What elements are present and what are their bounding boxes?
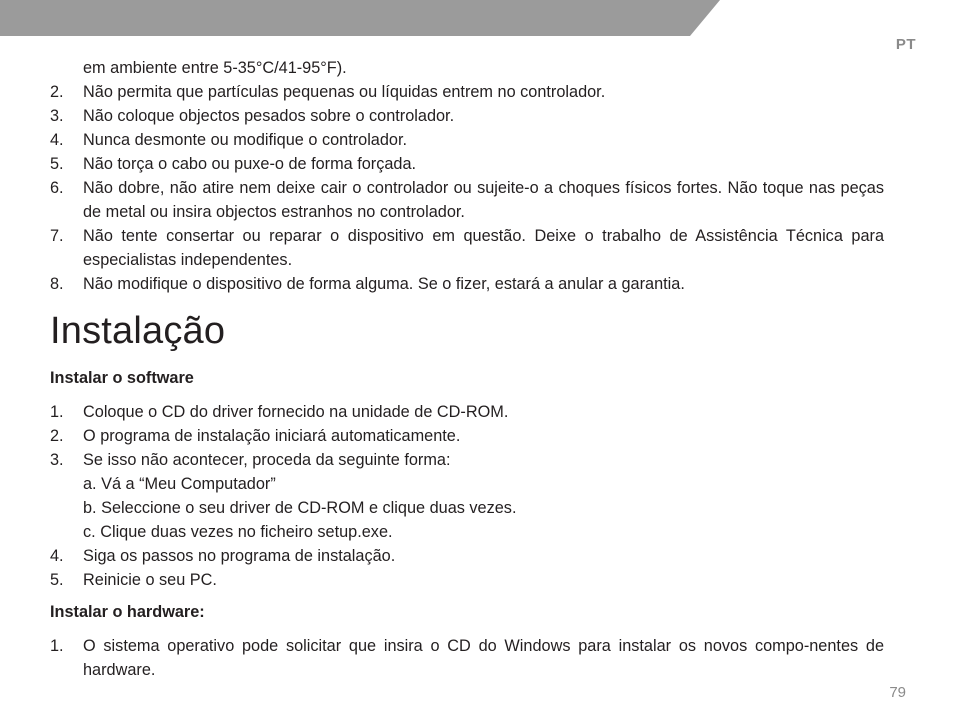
list-text: Coloque o CD do driver fornecido na unidade de CD-ROM. bbox=[83, 403, 509, 421]
list-text: Se isso não acontecer, proceda da seguinte forma: bbox=[83, 451, 451, 469]
language-tag: PT bbox=[895, 36, 916, 53]
list-item bbox=[50, 634, 884, 682]
hardware-heading: Instalar o hardware: bbox=[50, 603, 205, 621]
list-text: Nunca desmonte ou modifique o controlador. bbox=[83, 131, 408, 149]
list-text: Não dobre, não atire nem deixe cair o controlador ou sujeite-o a choques físicos fortes. Não toque nas peças de metal ou insira objectos estranhos no controlador. bbox=[83, 179, 884, 221]
list-number: 3. bbox=[50, 107, 64, 125]
list-item bbox=[50, 448, 884, 472]
list-text: Não modifique o dispositivo de forma alguma. Se o fizer, estará a anular a garantia. bbox=[83, 275, 685, 293]
list-item bbox=[50, 104, 884, 128]
list-item bbox=[50, 544, 884, 568]
list-number: 3. bbox=[50, 451, 64, 469]
list-text: Não coloque objectos pesados sobre o controlador. bbox=[83, 107, 455, 125]
list-item bbox=[50, 80, 884, 104]
list-item bbox=[50, 176, 884, 224]
list-number: 8. bbox=[50, 275, 64, 293]
list-item bbox=[50, 272, 884, 296]
list-text: Não tente consertar ou reparar o dispositivo em questão. Deixe o trabalho de Assistência Técnica para especialistas independentes. bbox=[83, 227, 884, 269]
sub-step: b. Seleccione o seu driver de CD-ROM e clique duas vezes. bbox=[83, 499, 517, 517]
list-number: 2. bbox=[50, 427, 64, 445]
page-number: 79 bbox=[889, 684, 906, 701]
list-number: 4. bbox=[50, 547, 64, 565]
list-item bbox=[50, 128, 884, 152]
list-number: 2. bbox=[50, 83, 64, 101]
section-title: Instalação bbox=[50, 310, 226, 352]
list-text: Não permita que partículas pequenas ou líquidas entrem no controlador. bbox=[83, 83, 606, 101]
list-number: 6. bbox=[50, 179, 64, 197]
list-text: Reinicie o seu PC. bbox=[83, 571, 217, 589]
list-text: O programa de instalação iniciará automaticamente. bbox=[83, 427, 461, 445]
software-heading: Instalar o software bbox=[50, 369, 194, 387]
list-text: O sistema operativo pode solicitar que insira o CD do Windows para instalar os novos compo-nentes de hardware. bbox=[83, 637, 884, 679]
sub-step: c. Clique duas vezes no ficheiro setup.exe. bbox=[83, 523, 393, 541]
list-number: 1. bbox=[50, 637, 64, 655]
header-bar bbox=[0, 0, 720, 36]
list-item bbox=[50, 400, 884, 424]
list-item bbox=[50, 424, 884, 448]
list-continuation: em ambiente entre 5-35°C/41-95°F). bbox=[83, 59, 347, 77]
list-number: 5. bbox=[50, 571, 64, 589]
page-content bbox=[50, 56, 884, 682]
sub-step: a. Vá a “Meu Computador” bbox=[83, 475, 276, 493]
list-number: 4. bbox=[50, 131, 64, 149]
list-text: Não torça o cabo ou puxe-o de forma forçada. bbox=[83, 155, 417, 173]
list-item bbox=[50, 568, 884, 592]
list-number: 1. bbox=[50, 403, 64, 421]
list-item bbox=[50, 152, 884, 176]
list-number: 5. bbox=[50, 155, 64, 173]
list-item bbox=[50, 224, 884, 272]
list-text: Siga os passos no programa de instalação. bbox=[83, 547, 396, 565]
list-number: 7. bbox=[50, 227, 64, 245]
